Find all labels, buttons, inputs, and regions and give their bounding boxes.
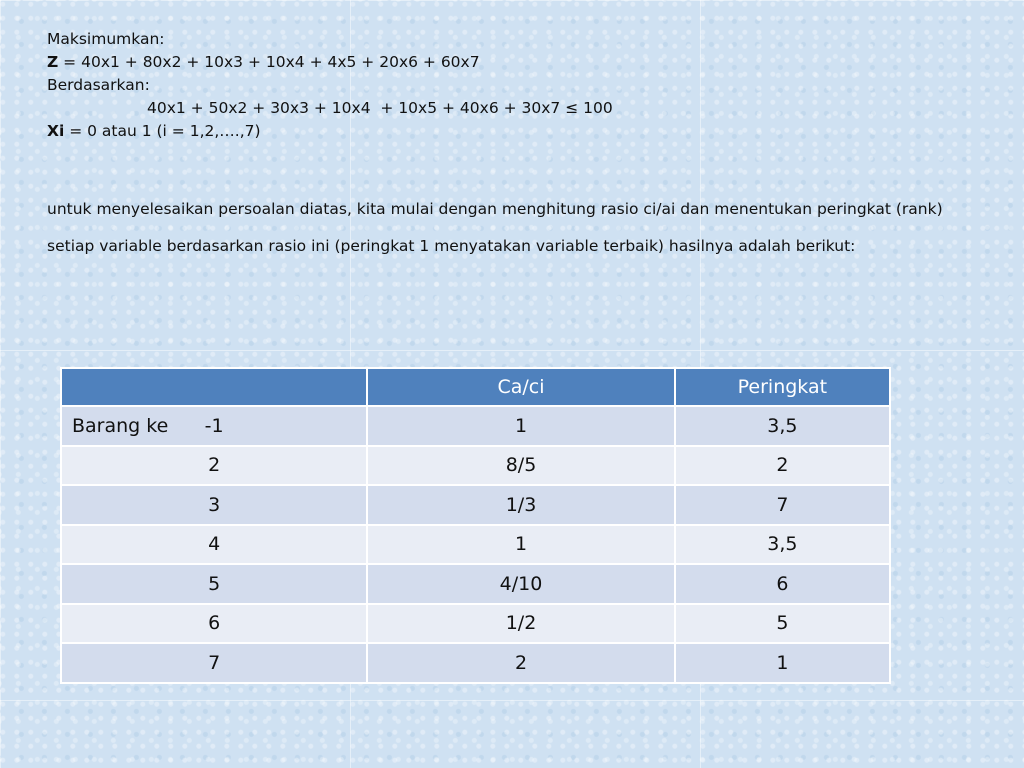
problem-statement xyxy=(47,28,987,265)
item-cell: 6 xyxy=(61,604,367,644)
table-row xyxy=(61,604,890,644)
rank-cell: 7 xyxy=(675,485,890,525)
ratio-cell: 1/3 xyxy=(367,485,674,525)
item-number: -1 xyxy=(204,414,224,437)
ratio-cell: 1/2 xyxy=(367,604,674,644)
table-row xyxy=(61,446,890,486)
rank-cell: 2 xyxy=(675,446,890,486)
constraint-expression: 40x1 + 50x2 + 30x3 + 10x4 + 10x5 + 40x6 + 30x7 ≤ 100 xyxy=(147,99,613,117)
table-header-row xyxy=(61,368,890,406)
rank-cell: 6 xyxy=(675,564,890,604)
ratio-cell: 1 xyxy=(367,525,674,565)
rank-cell: 1 xyxy=(675,643,890,683)
item-cell: 3 xyxy=(61,485,367,525)
header-ratio: Ca/ci xyxy=(367,368,674,406)
variable-domain-expression: = 0 atau 1 (i = 1,2,….,7) xyxy=(64,122,261,140)
rank-cell: 3,5 xyxy=(675,406,890,446)
z-variable: Z xyxy=(47,53,59,71)
variable-domain xyxy=(47,120,987,143)
ratio-cell: 4/10 xyxy=(367,564,674,604)
explanation-paragraph: untuk menyelesaikan persoalan diatas, kita mulai dengan menghitung rasio ci/ai dan menentukan peringkat (rank) setiap variable berdasarkan rasio ini (peringkat 1 menyatakan variable terbaik) hasilnya adalah berikut: xyxy=(47,200,943,255)
table-row xyxy=(61,525,890,565)
table-row xyxy=(61,406,890,446)
header-rank: Peringkat xyxy=(675,368,890,406)
row-label: Barang ke xyxy=(72,414,169,437)
subject-to-label: Berdasarkan: xyxy=(47,76,150,94)
objective-function xyxy=(47,51,987,74)
ratio-rank-table xyxy=(60,367,891,684)
ratio-cell: 8/5 xyxy=(367,446,674,486)
rank-cell: 3,5 xyxy=(675,525,890,565)
rank-cell: 5 xyxy=(675,604,890,644)
table-row xyxy=(61,564,890,604)
table-row xyxy=(61,485,890,525)
maximize-heading: Maksimumkan: xyxy=(47,30,165,48)
ratio-cell: 2 xyxy=(367,643,674,683)
header-item xyxy=(61,368,367,406)
table-row xyxy=(61,643,890,683)
spacer xyxy=(47,143,987,191)
xi-variable: Xi xyxy=(47,122,65,140)
item-cell: 7 xyxy=(61,643,367,683)
item-cell: 2 xyxy=(61,446,367,486)
item-cell: 5 xyxy=(61,564,367,604)
objective-expression: = 40x1 + 80x2 + 10x3 + 10x4 + 4x5 + 20x6 + 60x7 xyxy=(58,53,480,71)
item-cell: 4 xyxy=(61,525,367,565)
item-cell xyxy=(61,406,367,446)
ratio-cell: 1 xyxy=(367,406,674,446)
